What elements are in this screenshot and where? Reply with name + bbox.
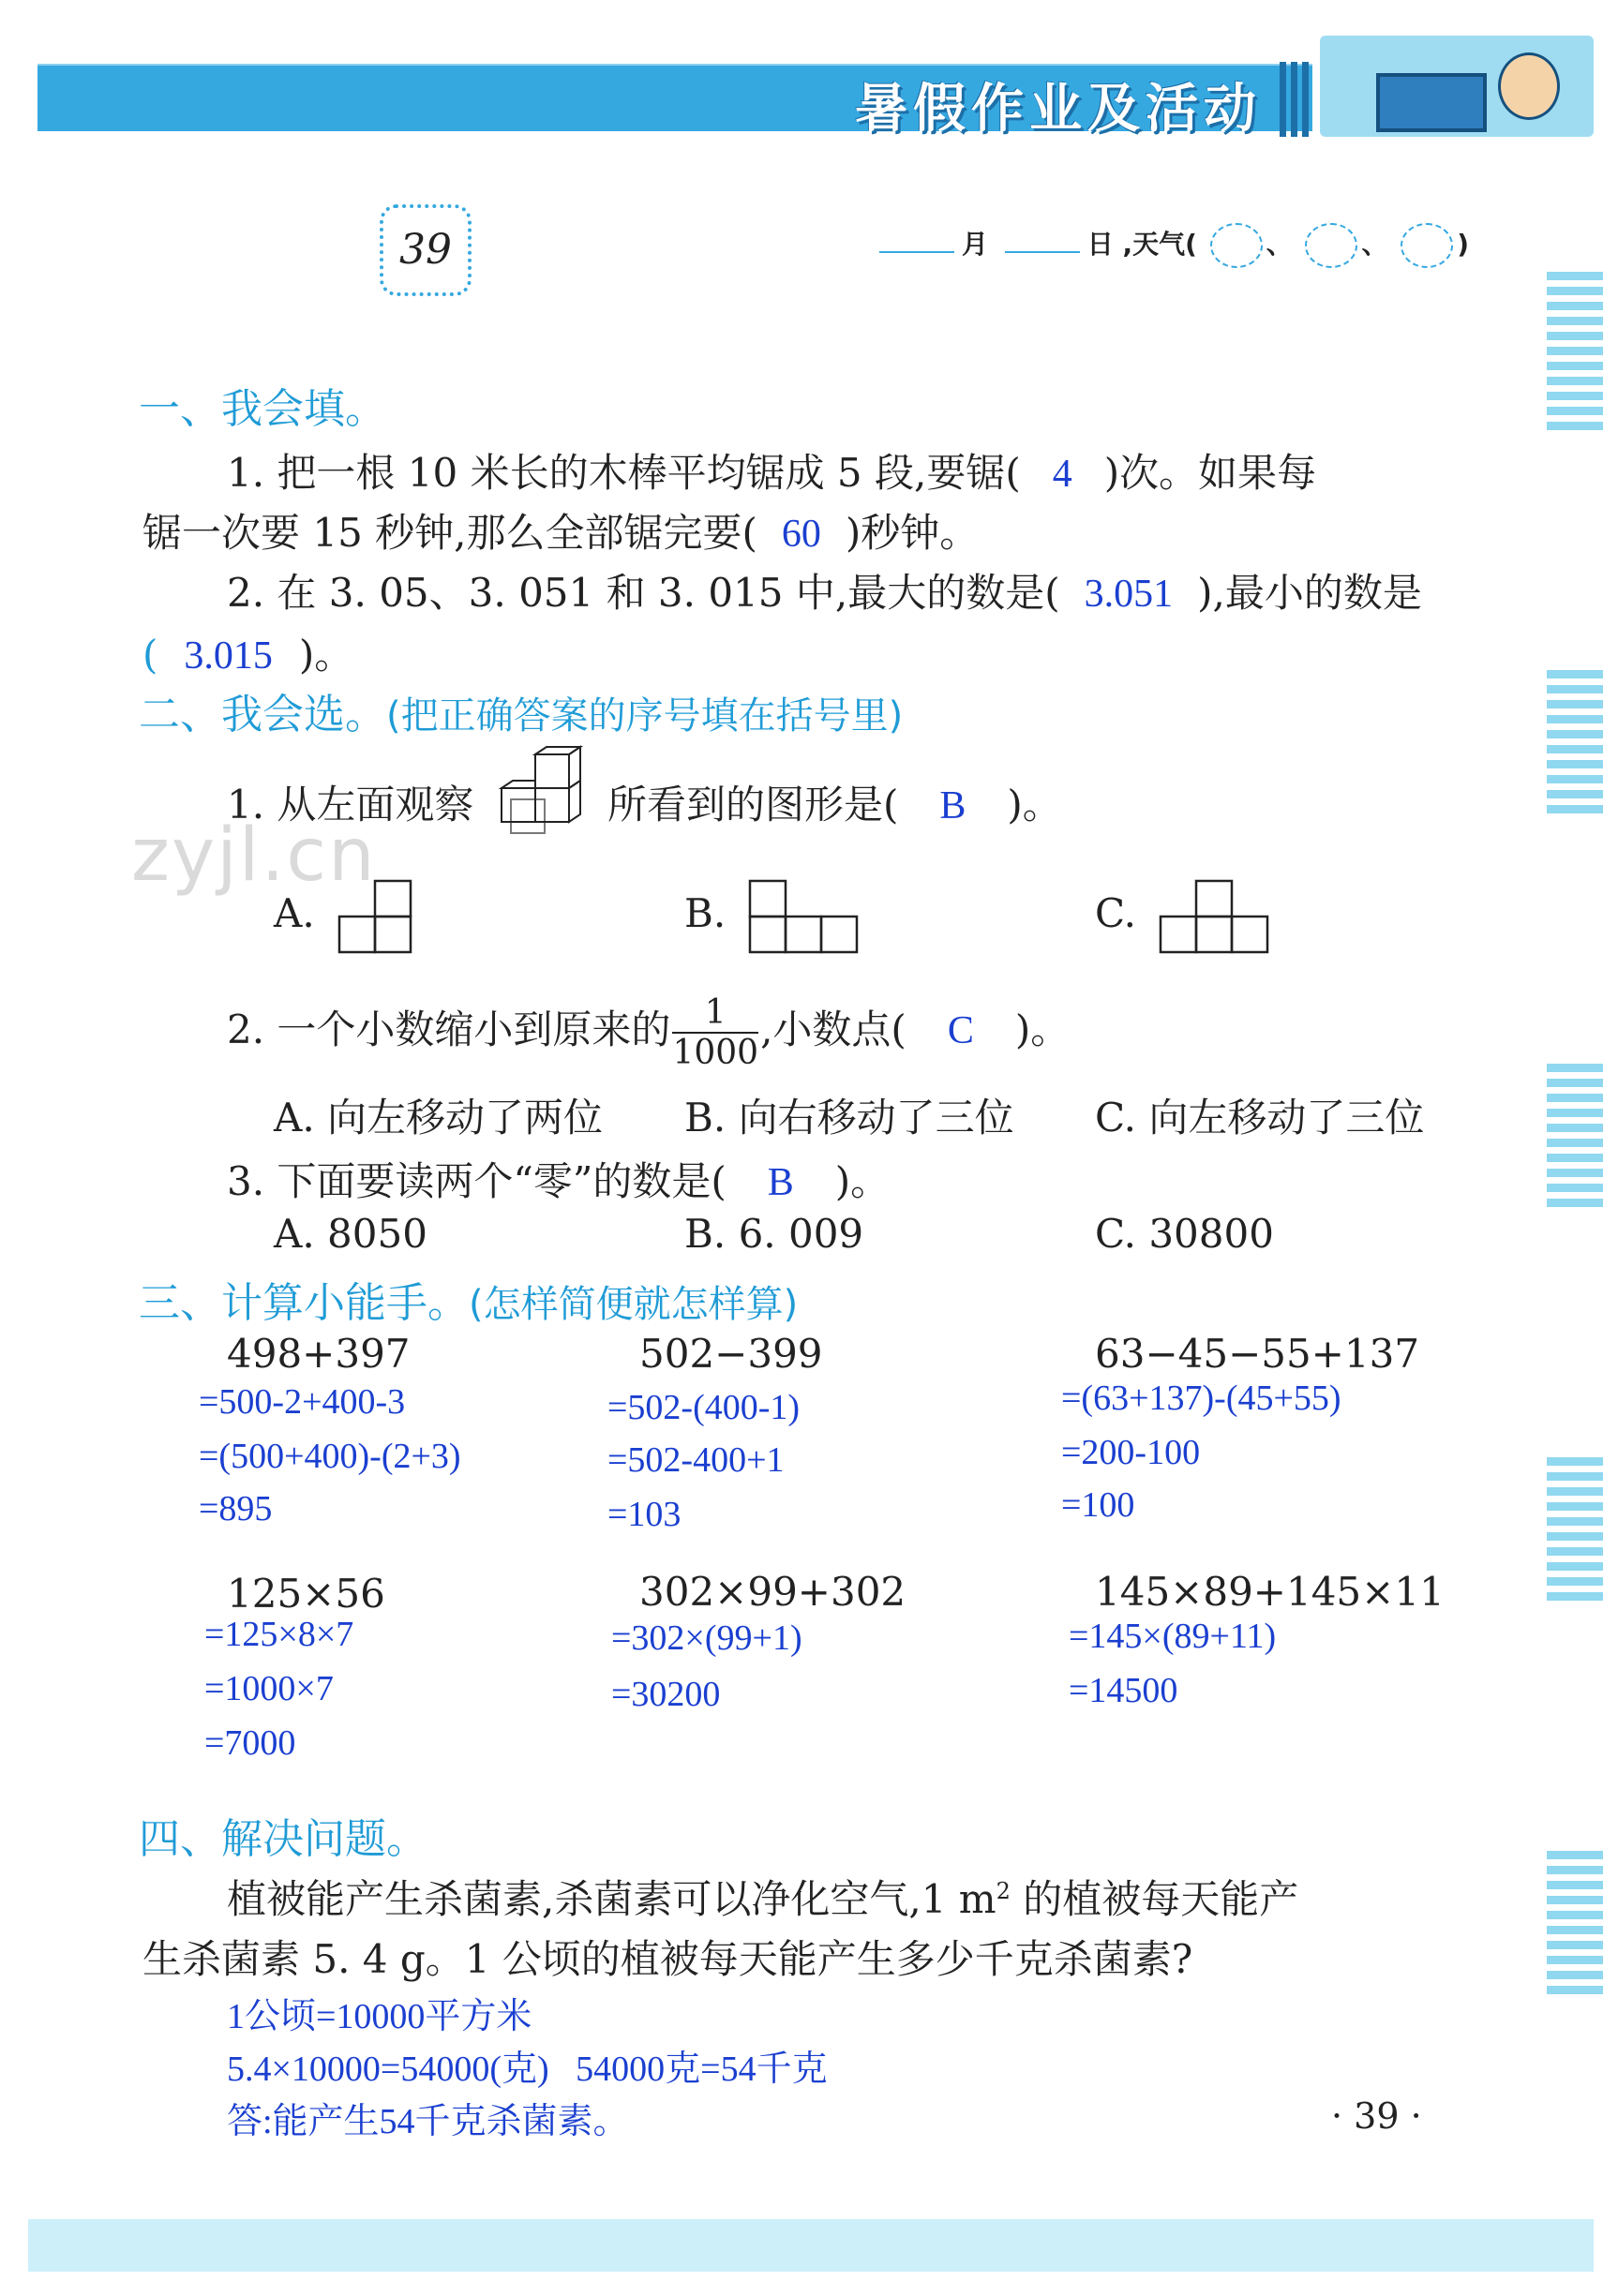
text: 所看到的图形是( [607,782,899,827]
s2-q3-option-a[interactable]: A. 8050 [274,1211,427,1257]
fraction-one-thousandth [672,993,758,1072]
cloud-icon[interactable] [1305,223,1357,268]
page-number: · 39 · [1331,2095,1422,2137]
month-blank[interactable] [879,251,954,253]
heading-text: 二、我会选。 [139,691,386,738]
calc-expression: 125×56 [227,1571,385,1617]
s1-q2-line1 [227,562,1422,619]
s1-q1-line2 [142,502,979,559]
stacked-cubes-figure [502,745,595,839]
text: 1. 把一根 10 米长的木棒平均锯成 5 段,要锯( [227,450,1021,496]
s4-problem-line2: 生杀菌素 5. 4 g。1 公顷的植被每天能产生多少千克杀菌素? [142,1936,1193,1982]
s2-q3-line [227,1151,890,1207]
s1-q2-line2 [142,624,353,680]
sun-icon[interactable] [1210,223,1263,268]
calc-step: =14500 [1069,1671,1178,1710]
text: )。 [298,632,354,678]
s4-answer-line: 1公顷=10000平方米 [227,1997,532,2036]
s2-q1-option-c[interactable]: C. [1095,890,1136,936]
text: 的植被每天能产 [1010,1876,1299,1922]
text: ( [142,632,158,678]
fraction-numerator: 1 [672,993,758,1034]
calc-step: =145×(89+11) [1069,1617,1277,1656]
side-stripes [1547,1851,1603,2001]
calc-step: =(500+400)-(2+3) [199,1437,461,1476]
option-a-figure [339,879,414,954]
s2-q2-option-b[interactable]: B. 向右移动了三位 [684,1095,1014,1141]
weather-label: ,天气( [1122,229,1197,260]
option-c-figure [1161,879,1273,954]
text: 2. 在 3. 05、3. 051 和 3. 015 中,最大的数是( [227,570,1060,616]
s1-q1-answer2[interactable]: 60 [781,513,821,556]
calc-step: =1000×7 [204,1669,334,1708]
computer-icon [1376,73,1487,132]
s2-q3-option-b[interactable]: B. 6. 009 [684,1211,864,1257]
s2-q2-answer[interactable]: C [947,1009,974,1052]
day-blank[interactable] [1005,251,1080,253]
s4-problem-line1 [227,1869,1298,1925]
day-label: 日 [1086,229,1114,260]
day-badge: 39 [380,204,472,296]
s1-q1-line1 [227,442,1316,499]
side-stripes [1547,670,1603,820]
text: )。 [1014,1006,1071,1052]
s2-q1-answer[interactable]: B [939,784,966,827]
calc-expression: 502−399 [639,1331,823,1377]
page-title: 暑假作业及活动 [855,79,1262,140]
side-stripes [1547,272,1603,437]
s1-q2-answer1[interactable]: 3.051 [1084,573,1174,616]
calc-step: =302×(99+1) [611,1618,802,1658]
section3-heading [139,1269,798,1329]
rain-icon[interactable] [1401,223,1453,268]
text: )。 [834,1158,891,1204]
s1-q2-answer2[interactable]: 3.015 [184,634,273,678]
s2-q2-option-c[interactable]: C. 向左移动了三位 [1095,1095,1425,1141]
calc-step: =125×8×7 [204,1615,354,1654]
text: ),最小的数是 [1197,570,1422,616]
text: )。 [1007,782,1062,827]
calc-expression: 145×89+145×11 [1095,1569,1445,1615]
s2-q1-option-a[interactable]: A. [274,890,315,936]
calc-expression: 302×99+302 [639,1569,906,1615]
superscript: 2 [996,1878,1011,1904]
s1-q1-answer1[interactable]: 4 [1052,453,1072,496]
section1-heading: 一、我会填。 [139,385,386,433]
student-illustration [1320,36,1594,137]
calc-step: =100 [1061,1485,1135,1525]
watermark: zyjl.cn [131,813,377,898]
calc-expression: 63−45−55+137 [1095,1331,1420,1377]
text: )次。如果每 [1103,450,1317,496]
s2-q2-line [227,993,1070,1072]
section4-heading: 四、解决问题。 [139,1815,427,1863]
calc-step: =502-(400-1) [607,1388,801,1427]
s2-q3-answer[interactable]: B [767,1161,794,1204]
student-head-icon [1498,52,1560,120]
calc-expression: 498+397 [227,1331,411,1377]
side-stripes [1547,1457,1603,1607]
text: 2. 一个小数缩小到原来的 [227,1006,671,1052]
calc-step: =103 [607,1495,682,1534]
calc-step: =502-400+1 [607,1440,785,1480]
calc-step: =200-100 [1061,1433,1201,1472]
calc-step: =7000 [204,1723,296,1763]
s4-answer-line: 答:能产生54千克杀菌素。 [227,2102,629,2141]
date-line [872,223,1469,268]
calc-step: =895 [199,1489,273,1528]
heading-text: 三、计算小能手。 [139,1279,469,1327]
close-paren: ) [1457,229,1470,260]
s2-q3-option-c[interactable]: C. 30800 [1095,1211,1274,1257]
text: 锯一次要 15 秒钟,那么全部锯完要( [142,510,757,556]
s2-q1-a: 1. 从左面观察 [227,782,474,827]
footer-band [28,2219,1594,2272]
month-label: 月 [962,229,989,260]
side-stripes [1547,1064,1603,1214]
calc-step: =(63+137)-(45+55) [1061,1379,1341,1418]
heading-note: (把正确答案的序号填在括号里) [386,694,904,738]
text: 3. 下面要读两个“零”的数是( [227,1158,727,1204]
separator: 、 [1361,229,1388,260]
text: 植被能产生杀菌素,杀菌素可以净化空气,1 m [227,1876,996,1922]
section2-heading [139,680,903,740]
heading-note: (怎样简便就怎样算) [469,1283,799,1326]
calc-step: =500-2+400-3 [199,1382,406,1422]
separator: 、 [1266,229,1293,260]
banner-bars [1280,62,1317,137]
s2-q2-option-a[interactable]: A. 向左移动了两位 [274,1095,604,1141]
fraction-denominator: 1000 [672,1034,759,1072]
text: )秒钟。 [845,510,980,556]
s2-q1-option-b[interactable]: B. [684,890,727,936]
option-b-figure [750,879,862,954]
calc-step: =30200 [611,1675,721,1714]
s4-answer-line: 5.4×10000=54000(克) 54000克=54千克 [227,2050,828,2089]
s2-q1-b [607,774,1062,830]
text: ,小数点( [760,1006,906,1052]
